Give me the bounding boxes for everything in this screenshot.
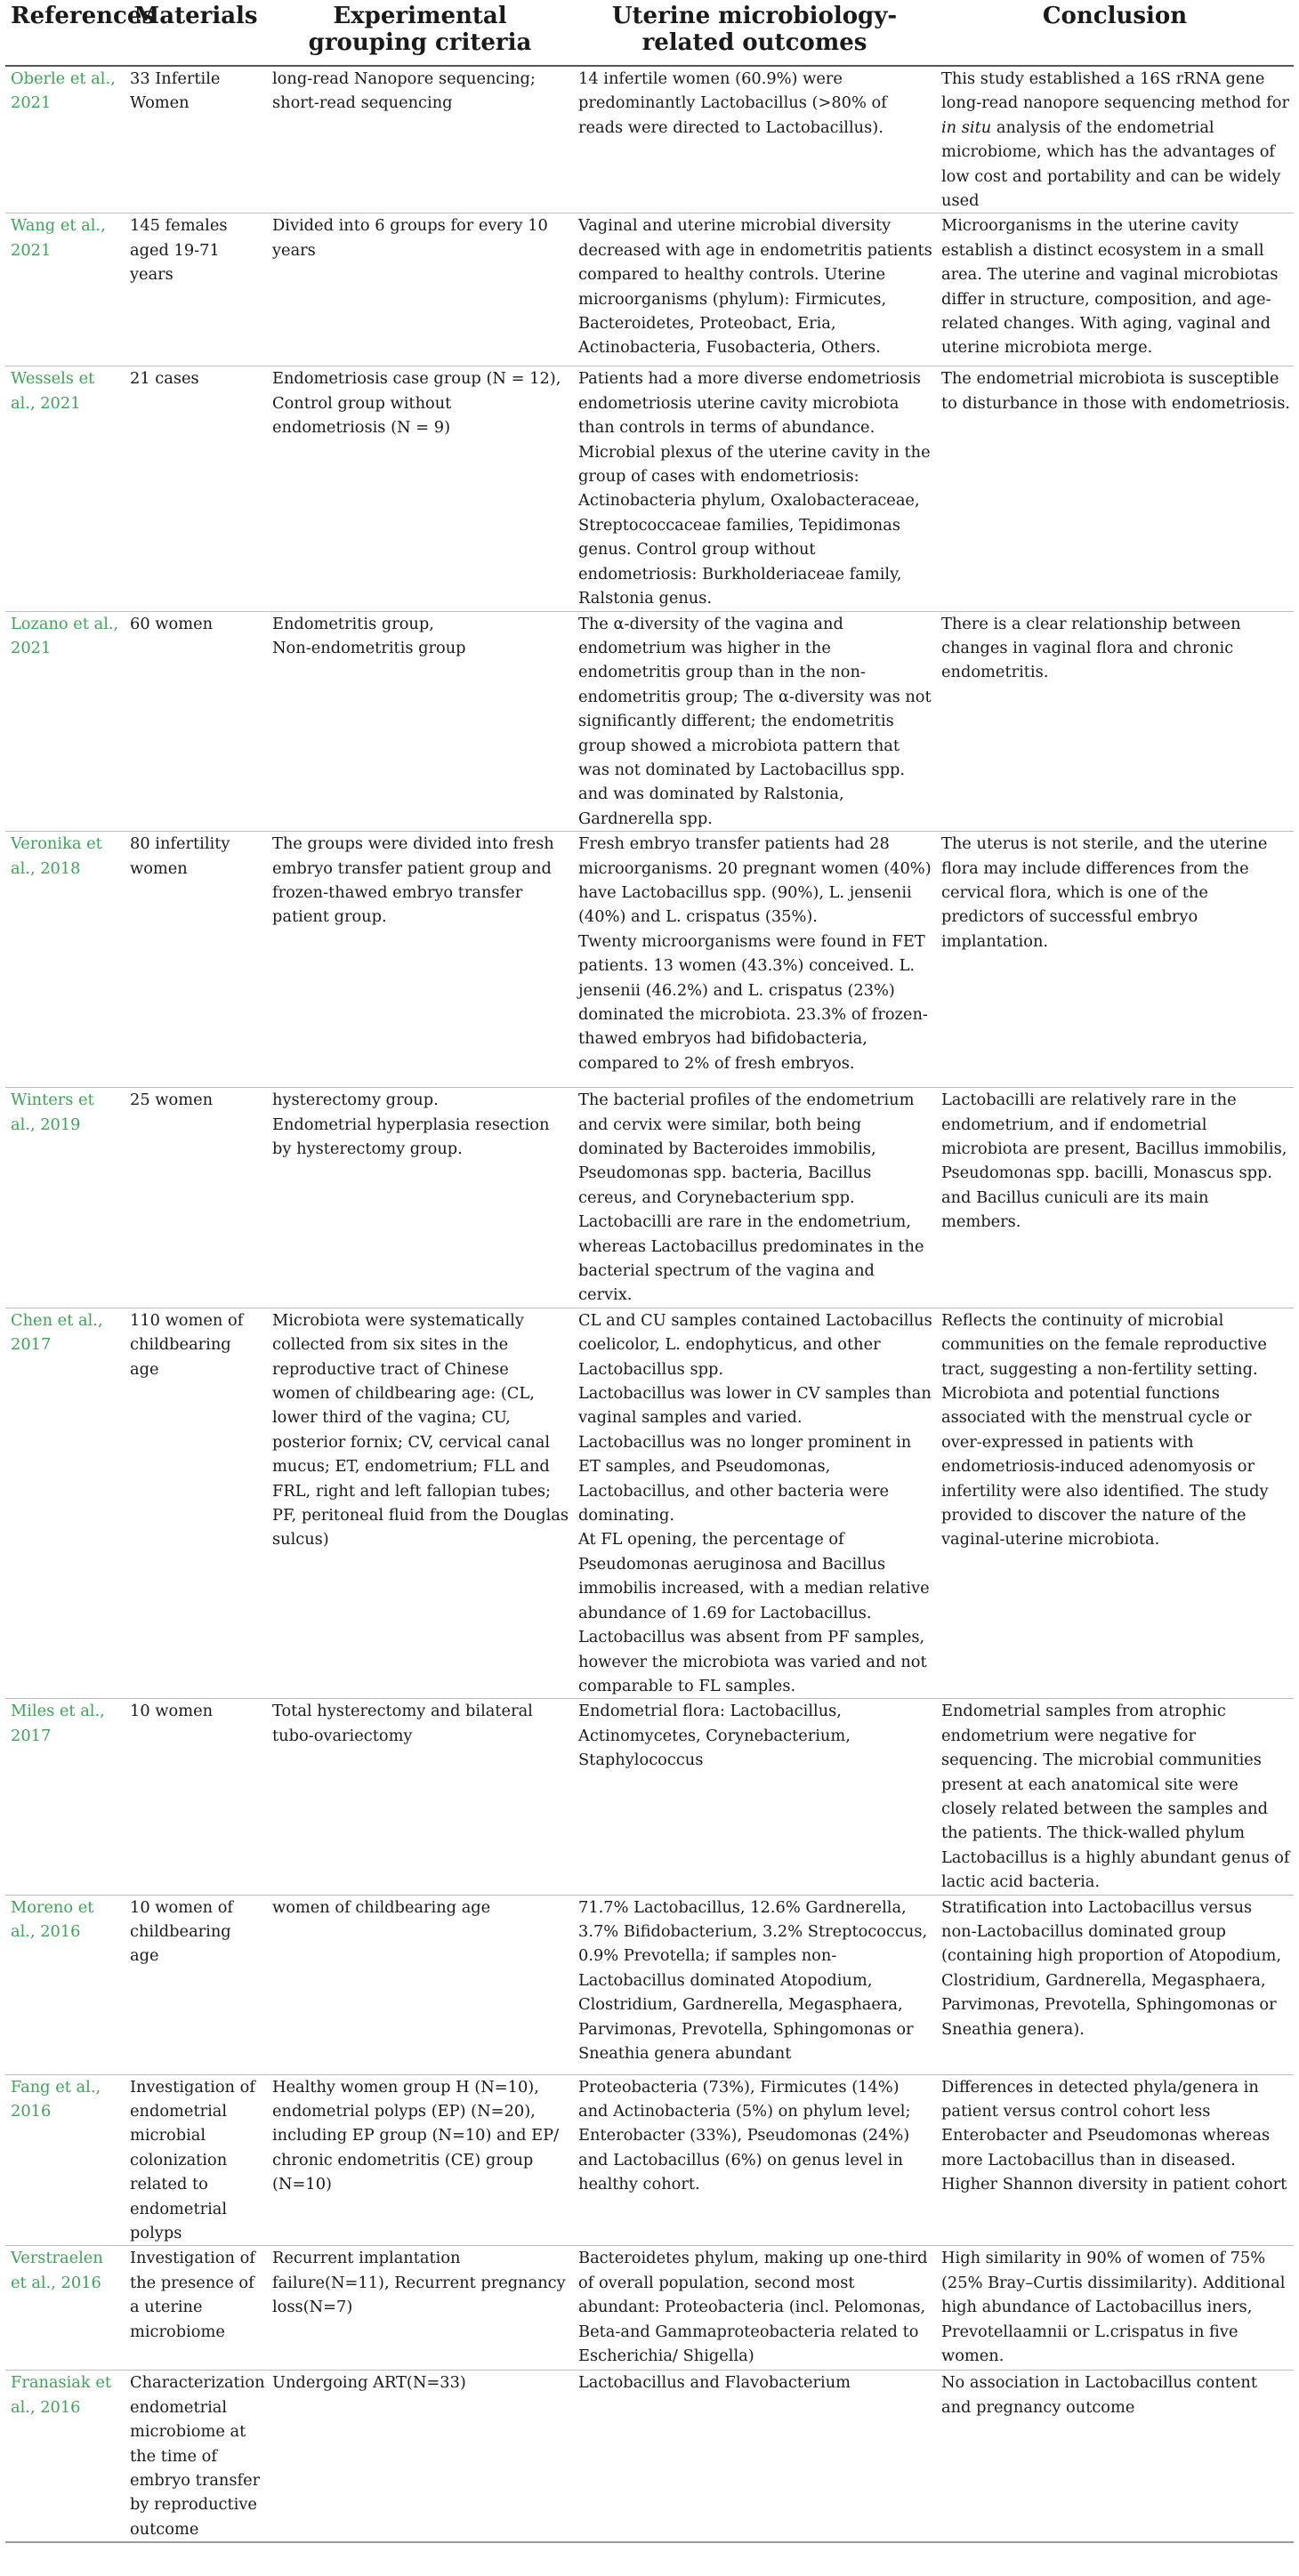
table-row [5, 2074, 1294, 2246]
grouping-text: Healthy women group H (N=10), endometrial polyps (EP) (N=20), including EP group (N=10) and EP/ chronic endometritis (CE) group (N=10) [272, 2077, 560, 2194]
reference-text[interactable]: Fang et al., 2016 [11, 2077, 101, 2121]
conclusion-cell [936, 2074, 1294, 2246]
outcomes-cell [573, 213, 936, 366]
conclusion-text: Endometrial samples from atrophic endometrium were negative for sequencing. The microbial communities present at each anatomical site were closely related between the samples and the patients. The thick-walled phylum Lactobacillus is a highly abundant genus of lactic acid bacteria. [941, 1702, 1290, 1892]
header-row [5, 0, 1294, 66]
header-materials: Materials [125, 0, 267, 66]
reference-cell[interactable] [5, 1699, 125, 1895]
table-row [5, 611, 1294, 832]
reference-cell[interactable] [5, 2371, 125, 2542]
table-header [5, 0, 1294, 66]
materials-text: 25 women [130, 1091, 214, 1110]
grouping-text: Recurrent implantation failure(N=11), Recurrent pregnancy loss(N=7) [272, 2249, 566, 2317]
materials-text: Investigation of endometrial microbial colonization related to endometrial polyps [130, 2077, 255, 2242]
conclusion-text: Microorganisms in the uterine cavity establish a distinct ecosystem in a small area. The uterine and vaginal microbiotas differ in structure, composition, and age-related changes. With aging, vaginal and uterine microbiota merge. [941, 216, 1279, 358]
conclusion-text: Differences in detected phyla/genera in patient versus control cohort less Enterobacter and Pseudomonas whereas more Lactobacillus than in diseased. Higher Shannon diversity in patient cohort [941, 2077, 1287, 2194]
reference-cell[interactable] [5, 2074, 125, 2246]
grouping-cell [267, 1088, 573, 1308]
outcomes-cell [573, 366, 936, 611]
conclusion-cell [936, 1088, 1294, 1308]
outcomes-text: Endometrial flora: Lactobacillus, Actinomycetes, Corynebacterium, Staphylococcus [578, 1702, 851, 1770]
materials-cell [125, 1308, 267, 1699]
grouping-text: women of childbearing age [272, 1897, 491, 1917]
outcomes-text: The bacterial profiles of the endometrium and cervix were similar, both being dominated by Bacteroides immobilis, Pseudomonas spp. bacteria, Bacillus cereus, and Corynebacterium spp. Lactobacilli are rare in the endometrium, whereas Lactobacillus predominates in the bacterial spectrum of the vagina and cervix. [578, 1091, 924, 1305]
conclusion-cell [936, 1895, 1294, 2074]
table-row [5, 213, 1294, 366]
materials-cell [125, 2074, 267, 2246]
materials-text: 60 women [130, 614, 214, 633]
conclusion-text: Lactobacilli are relatively rare in the endometrium, and if endometrial microbiota are present, Bacillus immobilis, Pseudomonas spp. bacilli, Monascus spp. and Bacillus cuniculi are its main members. [941, 1091, 1287, 1232]
grouping-text: hysterectomy group. Endometrial hyperplasia resection by hysterectomy group. [272, 1091, 550, 1158]
reference-text[interactable]: Chen et al., 2017 [11, 1310, 103, 1355]
header-grouping-criteria: Experimental grouping criteria [267, 0, 573, 66]
conclusion-cell [936, 611, 1294, 832]
grouping-text: Divided into 6 groups for every 10 years [272, 216, 548, 260]
header-references: References [5, 0, 125, 66]
outcomes-cell [573, 2074, 936, 2246]
conclusion-cell [936, 832, 1294, 1088]
conclusion-text: No association in Lactobacillus content and pregnancy outcome [941, 2373, 1257, 2417]
materials-text: 10 women [130, 1702, 214, 1721]
reference-cell[interactable] [5, 1088, 125, 1308]
reference-cell[interactable] [5, 1308, 125, 1699]
grouping-cell [267, 66, 573, 213]
grouping-cell [267, 366, 573, 611]
conclusion-text: The endometrial microbiota is susceptible to disturbance in those with endometriosis. [941, 369, 1290, 413]
conclusion-cell [936, 66, 1294, 213]
reference-text[interactable]: Wang et al., 2021 [11, 216, 106, 260]
outcomes-cell [573, 66, 936, 213]
outcomes-text: Fresh embryo transfer patients had 28 microorganisms. 20 pregnant women (40%) have Lactobacillus spp. (90%), L. jensenii (40%) and L. crispatus (35%). Twenty microorganisms were found in FET patients. 13 women (43.3%) conceived. L. jensenii (46.2%) and L. crispatus (23%) dominated the microbiota. 23.3% of frozen-thawed embryos had bifidobacteria, compared to 2% of fresh embryos. [578, 834, 932, 1073]
table-row [5, 2371, 1294, 2542]
conclusion-text: High similarity in 90% of women of 75% (25% Bray–Curtis dissimilarity). Additional high abundance of Lactobacillus iners, Prevotellaamnii or L.crispatus in five women. [941, 2249, 1286, 2366]
materials-text: 33 Infertile Women [130, 69, 221, 113]
outcomes-cell [573, 832, 936, 1088]
materials-cell [125, 366, 267, 611]
reference-cell[interactable] [5, 213, 125, 366]
reference-cell[interactable] [5, 66, 125, 213]
reference-text[interactable]: Moreno et al., 2016 [11, 1897, 94, 1941]
materials-cell [125, 1699, 267, 1895]
materials-text: 80 infertility women [130, 834, 230, 878]
outcomes-cell [573, 1895, 936, 2074]
grouping-text: The groups were divided into fresh embryo transfer patient group and frozen-thawed embryo transfer patient group. [272, 834, 554, 927]
grouping-cell [267, 2074, 573, 2246]
reference-text[interactable]: Verstraelen et al., 2016 [11, 2249, 103, 2292]
table-row [5, 832, 1294, 1088]
reference-text[interactable]: Oberle et al., 2021 [11, 69, 116, 113]
materials-cell [125, 2246, 267, 2371]
outcomes-cell [573, 1088, 936, 1308]
materials-text: 10 women of childbearing age [130, 1897, 233, 1966]
grouping-cell [267, 1699, 573, 1895]
outcomes-text: Bacteroidetes phylum, making up one-third of overall population, second most abundant: Proteobacteria (incl. Pelomonas, Beta-and Gammaproteobacteria related to Escherichia/ Shigella) [578, 2249, 928, 2366]
materials-text: 145 females aged 19-71 years [130, 216, 228, 285]
reference-cell[interactable] [5, 1895, 125, 2074]
reference-cell[interactable] [5, 832, 125, 1088]
materials-text: 110 women of childbearing age [130, 1310, 244, 1379]
outcomes-text: Patients had a more diverse endometriosis endometriosis uterine cavity microbiota than controls in terms of abundance. Microbial plexus of the uterine cavity in the group of cases with endometriosis: Actinobacteria phylum, Oxalobacteraceae, Streptococcaceae families, Tepidimonas genus. Control group without endometriosis: Burkholderiaceae family, Ralstonia genus. [578, 369, 931, 608]
reference-text[interactable]: Lozano et al., 2021 [11, 614, 119, 657]
grouping-cell [267, 2371, 573, 2542]
outcomes-cell [573, 2246, 936, 2371]
outcomes-cell [573, 1699, 936, 1895]
table-body [5, 66, 1294, 2542]
grouping-cell [267, 832, 573, 1088]
grouping-cell [267, 611, 573, 832]
table-row [5, 1895, 1294, 2074]
outcomes-text: Lactobacillus and Flavobacterium [578, 2373, 851, 2393]
conclusion-cell [936, 213, 1294, 366]
grouping-text: long-read Nanopore sequencing; short-read sequencing [272, 69, 536, 113]
outcomes-cell [573, 611, 936, 832]
materials-cell [125, 1088, 267, 1308]
materials-cell [125, 66, 267, 213]
table-row [5, 66, 1294, 213]
table-row [5, 366, 1294, 611]
conclusion-text [941, 67, 1290, 213]
outcomes-text: Proteobacteria (73%), Firmicutes (14%) and Actinobacteria (5%) on phylum level; Enterobacter (33%), Pseudomonas (24%) and Lactobacillus (6%) on genus level in healthy cohort. [578, 2077, 911, 2194]
outcomes-cell [573, 1308, 936, 1699]
conclusion-text: Reflects the continuity of microbial communities on the female reproductive tract, suggesting a non-fertility setting. Microbiota and potential functions associated with the menstrual cycle or over-expressed in patients with endometriosis-induced adenomyosis or infertility were also identified. The study provided to discover the nature of the vaginal-uterine microbiota. [941, 1310, 1269, 1550]
materials-text: 21 cases [130, 369, 199, 389]
outcomes-text: The α-diversity of the vagina and endometrium was higher in the endometritis group than in the non-endometritis group; The α-diversity was not significantly different; the endometritis group showed a microbiota pattern that was not dominated by Lactobacillus spp. and was dominated by Ralstonia, Gardnerella spp. [578, 614, 932, 828]
reference-text[interactable]: Miles et al., 2017 [11, 1702, 105, 1745]
materials-cell [125, 611, 267, 832]
conclusion-cell [936, 366, 1294, 611]
reference-text[interactable]: Winters et al., 2019 [11, 1091, 94, 1134]
studies-table [5, 0, 1294, 2543]
outcomes-cell [573, 2371, 936, 2542]
grouping-text: Microbiota were systematically collected from six sites in the reproductive tract of Chinese women of childbearing age: (CL, lower third of the vagina; CU, posterior fornix; CV, cervical canal mucus; ET, endometrium; FLL and FRL, right and left fallopian tubes; PF, peritoneal fluid from the Douglas sulcus) [272, 1310, 569, 1550]
outcomes-text: 71.7% Lactobacillus, 12.6% Gardnerella, 3.7% Bifidobacterium, 3.2% Streptococcus, 0.9% Prevotella; if samples non-Lactobacillus dominated Atopodium, Clostridium, Gardnerella, Megasphaera, Parvimonas, Prevotella, Sphingomonas or Sneathia genera abundant [578, 1897, 928, 2063]
grouping-text: Endometritis group, Non-endometritis group [272, 614, 466, 657]
table-row [5, 2246, 1294, 2371]
materials-cell [125, 213, 267, 366]
grouping-text: Total hysterectomy and bilateral tubo-ovariectomy [272, 1702, 533, 1745]
grouping-cell [267, 1895, 573, 2074]
table-row [5, 1308, 1294, 1699]
materials-cell [125, 1895, 267, 2074]
materials-cell [125, 832, 267, 1088]
outcomes-text: CL and CU samples contained Lactobacillus coelicolor, L. endophyticus, and other Lactobacillus spp. Lactobacillus was lower in CV samples than vaginal samples and varied. Lactobacillus was no longer prominent in ET samples, and Pseudomonas, Lactobacillus, and other bacteria were dominating. At FL opening, the percentage of Pseudomonas aeruginosa and Bacillus immobilis increased, with a median relative abundance of 1.69 for Lactobacillus. Lactobacillus was absent from PF samples, however the microbiota was varied and not comparable to FL samples. [578, 1310, 932, 1695]
conclusion-cell [936, 1308, 1294, 1699]
reference-cell[interactable] [5, 366, 125, 611]
conclusion-text-part: analysis of the endometrial microbiome, which has the advantages of low cost and portability and can be widely used [941, 117, 1281, 211]
conclusion-text: The uterus is not sterile, and the uterine flora may include differences from the cervical flora, which is one of the predictors of successful embryo implantation. [941, 834, 1268, 951]
outcomes-text: 14 infertile women (60.9%) were predominantly Lactobacillus (>80% of reads were directed to Lactobacillus). [578, 69, 887, 137]
conclusion-cell [936, 1699, 1294, 1895]
table-row [5, 1088, 1294, 1308]
reference-cell[interactable] [5, 611, 125, 832]
reference-cell[interactable] [5, 2246, 125, 2371]
header-conclusion: Conclusion [936, 0, 1294, 66]
grouping-cell [267, 213, 573, 366]
conclusion-cell [936, 2371, 1294, 2542]
conclusion-text-part: This study established a 16S rRNA gene long-read nanopore sequencing method for [941, 69, 1289, 113]
outcomes-text: Vaginal and uterine microbial diversity decreased with age in endometritis patients compared to healthy controls. Uterine microorganisms (phylum): Firmicutes, Bacteroidetes, Proteobact, Eria, Actinobacteria, Fusobacteria, Others. [578, 216, 932, 358]
materials-text: Investigation of the presence of a uterine microbiome [130, 2249, 255, 2341]
table-row [5, 1699, 1294, 1895]
conclusion-text: There is a clear relationship between changes in vaginal flora and chronic endometritis. [941, 614, 1241, 682]
grouping-cell [267, 1308, 573, 1699]
conclusion-italic-term: in situ [941, 117, 992, 137]
grouping-cell [267, 2246, 573, 2371]
materials-text: Characterization endometrial microbiome at the time of embryo transfer by reproductive outcome [130, 2373, 265, 2539]
conclusion-text: Stratification into Lactobacillus versus non-Lactobacillus dominated group (containing high proportion of Atopodium, Clostridium, Gardnerella, Megasphaera, Parvimonas, Prevotella, Sphingomonas or Sneathia genera). [941, 1897, 1281, 2039]
conclusion-cell [936, 2246, 1294, 2371]
grouping-text: Undergoing ART(N=33) [272, 2373, 466, 2393]
reference-text[interactable]: Veronika et al., 2018 [11, 834, 102, 878]
reference-text[interactable]: Franasiak et al., 2016 [11, 2373, 111, 2417]
reference-text[interactable]: Wessels et al., 2021 [11, 369, 95, 413]
materials-cell [125, 2371, 267, 2542]
grouping-text: Endometriosis case group (N = 12), Control group without endometriosis (N = 9) [272, 369, 561, 438]
header-outcomes: Uterine microbiology-related outcomes [573, 0, 936, 66]
